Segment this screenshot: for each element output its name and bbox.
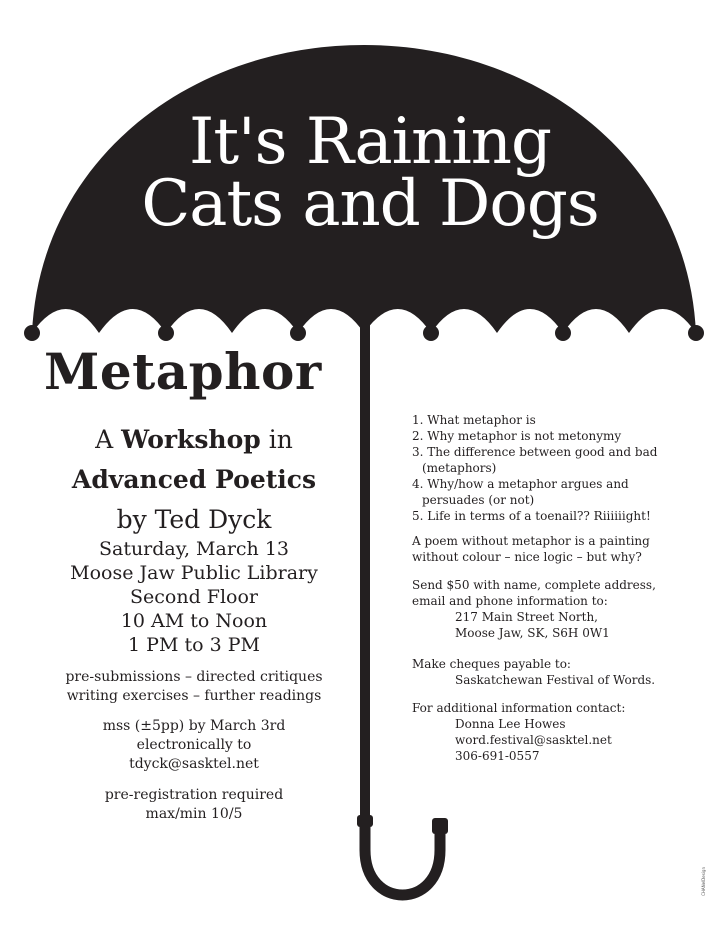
contact-phone: 306-691-0557 [455,749,540,763]
event-afternoon: 1 PM to 3 PM [128,634,260,656]
contact-email: word.festival@sasktel.net [455,733,612,747]
payment-send: Send $50 with name, complete address, email and phone information to: [412,578,656,608]
topic-item: 3. The difference between good and bad (metaphors) [412,445,658,475]
cheques-label: Make cheques payable to: [412,657,571,671]
registration-line-1: pre-registration required [104,787,284,803]
submissions [44,717,344,774]
activities [44,668,344,706]
workshop-line-1 [44,420,344,460]
umbrella-handle [365,818,440,895]
topic-item: 2. Why metaphor is not metonymy [412,429,622,443]
event-floor: Second Floor [130,586,258,608]
event-venue: Moose Jaw Public Library [70,562,318,584]
activities-line-2: writing exercises – further readings [66,688,322,704]
designer-credit: CHANelDesign [701,867,706,896]
workshop-line-3: by Ted Dyck [116,505,272,534]
contact-name: Donna Lee Howes [455,717,566,731]
event-date: Saturday, March 13 [98,538,290,560]
payment-info [412,577,672,641]
topic-item: 5. Life in terms of a toenail?? Riiiiiight! [412,509,651,523]
cheques-payee: Saskatchewan Festival of Words. [455,673,656,687]
workshop-line-2: Advanced Poetics [71,465,317,494]
submissions-line-2: electronically to [136,737,252,753]
topics-list [412,412,672,524]
registration-line-2: max/min 10/5 [145,806,243,822]
submissions-line-1: mss (±5pp) by March 3rd [102,718,286,734]
workshop-block [44,420,344,540]
title-line-2: Cats and Dogs [141,167,599,241]
submissions-line-3: tdyck@sasktel.net [129,756,259,772]
payment-address-2: Moose Jaw, SK, S6H 0W1 [455,626,610,640]
registration [44,786,344,824]
cheques-info [412,656,672,688]
topic-item: 4. Why/how a metaphor argues and persuades (or not) [412,477,629,507]
quote: A poem without metaphor is a painting without colour – nice logic – but why? [412,534,650,564]
topic-item: 1. What metaphor is [412,413,536,427]
umbrella-shaft [360,280,370,820]
payment-address-1: 217 Main Street North, [455,610,598,624]
event-morning: 10 AM to Noon [120,610,268,632]
title-line-1: It's Raining [189,105,551,179]
activities-line-1: pre-submissions – directed critiques [65,669,323,685]
metaphor-heading: Metaphor [44,342,322,401]
event-details [44,537,344,657]
workshop-word: Workshop [121,425,261,454]
contact-label: For additional information contact: [412,701,626,715]
contact-info [412,700,672,764]
workshop-a: A [95,425,114,454]
workshop-in: in [268,425,293,454]
